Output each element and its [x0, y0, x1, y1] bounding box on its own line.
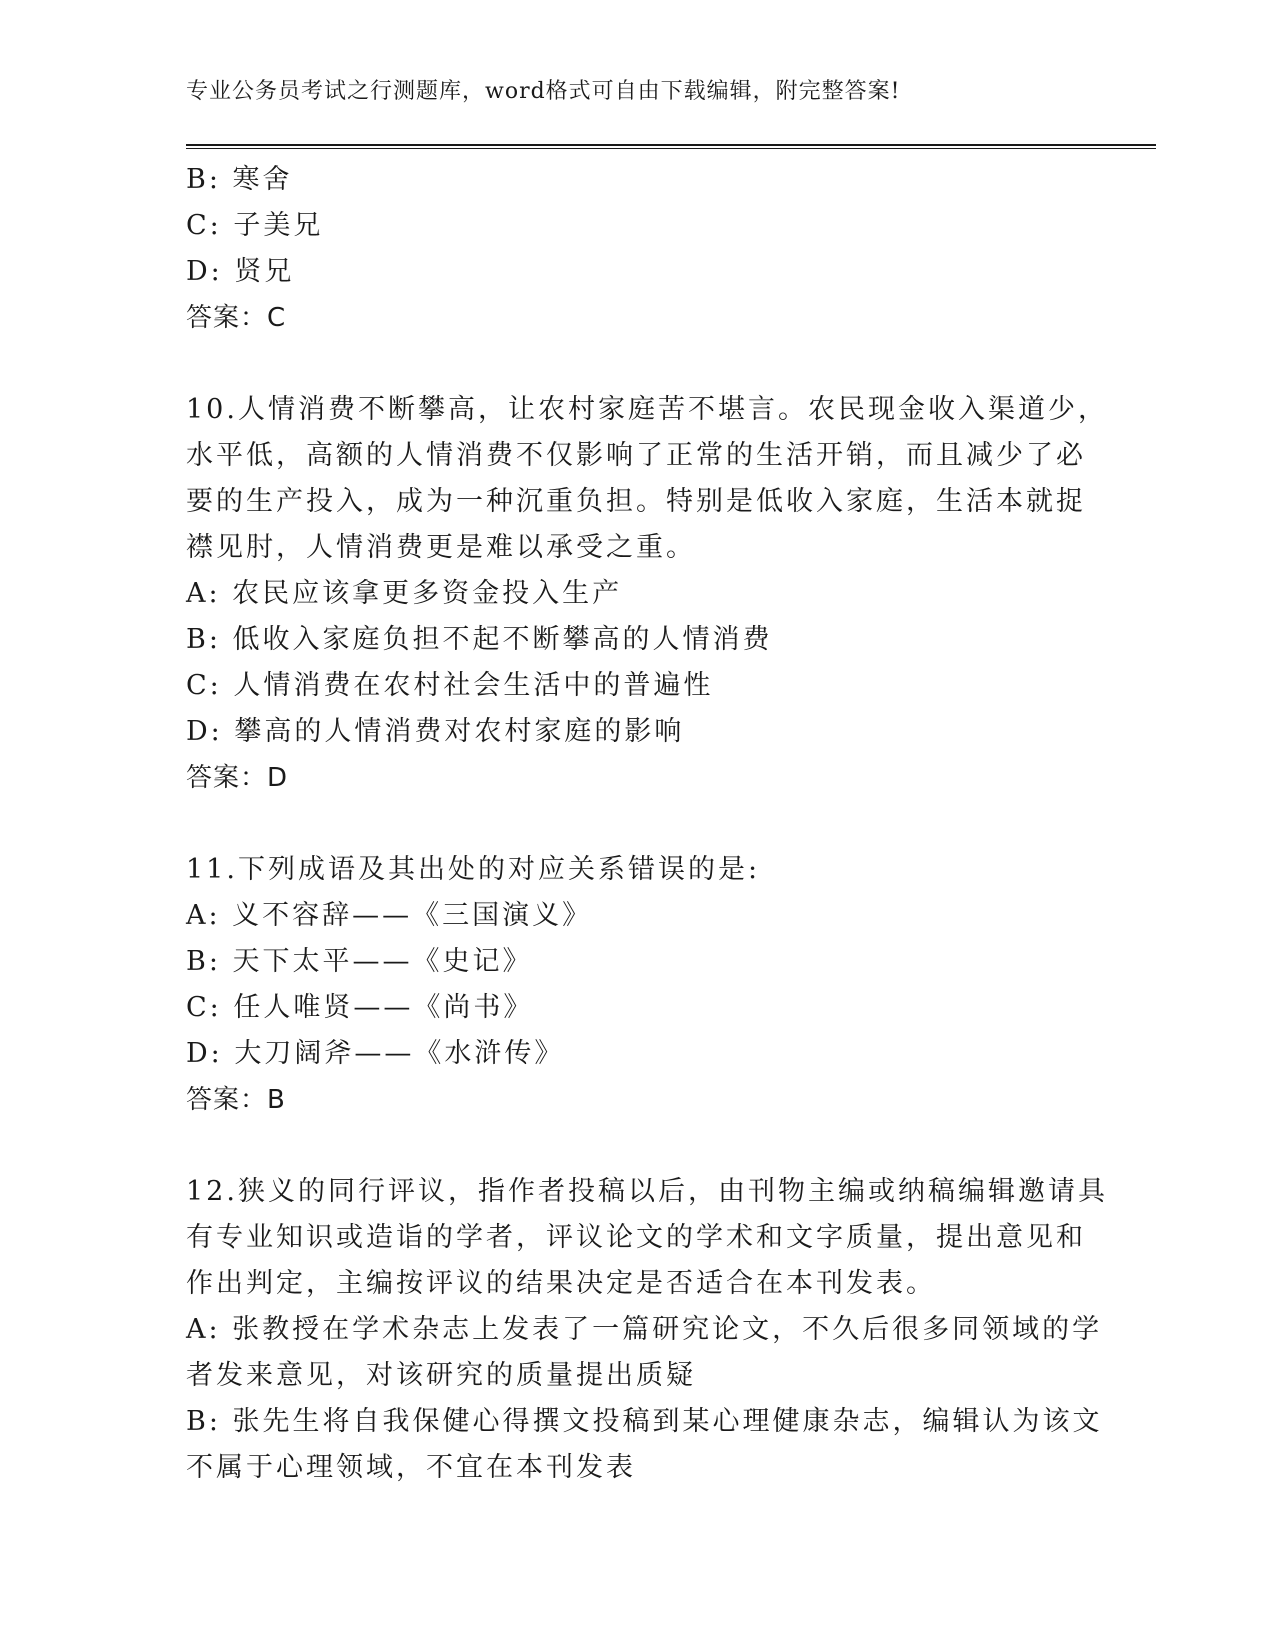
- option-b: B: 低收入家庭负担不起不断攀高的人情消费: [186, 624, 773, 655]
- answer-line: 答案：B: [186, 1085, 286, 1115]
- page-header: 专业公务员考试之行测题库，word格式可自由下载编辑，附完整答案!: [186, 79, 901, 104]
- question-9-tail: [186, 157, 1086, 341]
- question-10: [186, 387, 1108, 801]
- header-divider: [186, 144, 1156, 149]
- option-a-line: A: 张教授在学术杂志上发表了一篇研究论文，不久后很多同领域的学: [186, 1314, 1103, 1345]
- question-stem-line: 作出判定，主编按评议的结果决定是否适合在本刊发表。: [186, 1268, 936, 1299]
- option-c: C: 任人唯贤——《尚书》: [186, 992, 534, 1023]
- question-content: [186, 157, 1108, 1491]
- spacer: [186, 1123, 1086, 1169]
- option-b: B: 寒舍: [186, 164, 293, 195]
- option-d: D: 攀高的人情消费对农村家庭的影响: [186, 716, 685, 747]
- option-c: C: 人情消费在农村社会生活中的普遍性: [186, 670, 714, 701]
- question-stem-line: 10.人情消费不断攀高，让农村家庭苦不堪言。农民现金收入渠道少，: [186, 394, 1108, 425]
- spacer: [186, 341, 1086, 387]
- question-stem-line: 12.狭义的同行评议，指作者投稿以后，由刊物主编或纳稿编辑邀请具: [186, 1176, 1108, 1207]
- option-b-line: 不属于心理领域，不宜在本刊发表: [186, 1452, 636, 1483]
- option-b-line: B: 张先生将自我保健心得撰文投稿到某心理健康杂志，编辑认为该文: [186, 1406, 1103, 1437]
- answer-line: 答案：D: [186, 763, 289, 793]
- question-12: [186, 1169, 1108, 1491]
- option-c: C: 子美兄: [186, 210, 324, 241]
- question-11: [186, 847, 1086, 1123]
- option-a: A: 义不容辞——《三国演义》: [186, 900, 593, 931]
- option-a-line: 者发来意见，对该研究的质量提出质疑: [186, 1360, 696, 1391]
- option-d: D: 贤兄: [186, 256, 295, 287]
- option-b: B: 天下太平——《史记》: [186, 946, 533, 977]
- option-a: A: 农民应该拿更多资金投入生产: [186, 578, 623, 609]
- question-stem-line: 水平低，高额的人情消费不仅影响了正常的生活开销，而且减少了必: [186, 440, 1086, 471]
- answer-line: 答案：C: [186, 303, 287, 333]
- option-d: D: 大刀阔斧——《水浒传》: [186, 1038, 565, 1069]
- question-stem-line: 襟见肘，人情消费更是难以承受之重。: [186, 532, 696, 563]
- spacer: [186, 801, 1086, 847]
- question-stem-line: 要的生产投入，成为一种沉重负担。特别是低收入家庭，生活本就捉: [186, 486, 1086, 517]
- question-stem-line: 11.下列成语及其出处的对应关系错误的是:: [186, 854, 761, 885]
- question-stem-line: 有专业知识或造诣的学者，评议论文的学术和文字质量，提出意见和: [186, 1222, 1086, 1253]
